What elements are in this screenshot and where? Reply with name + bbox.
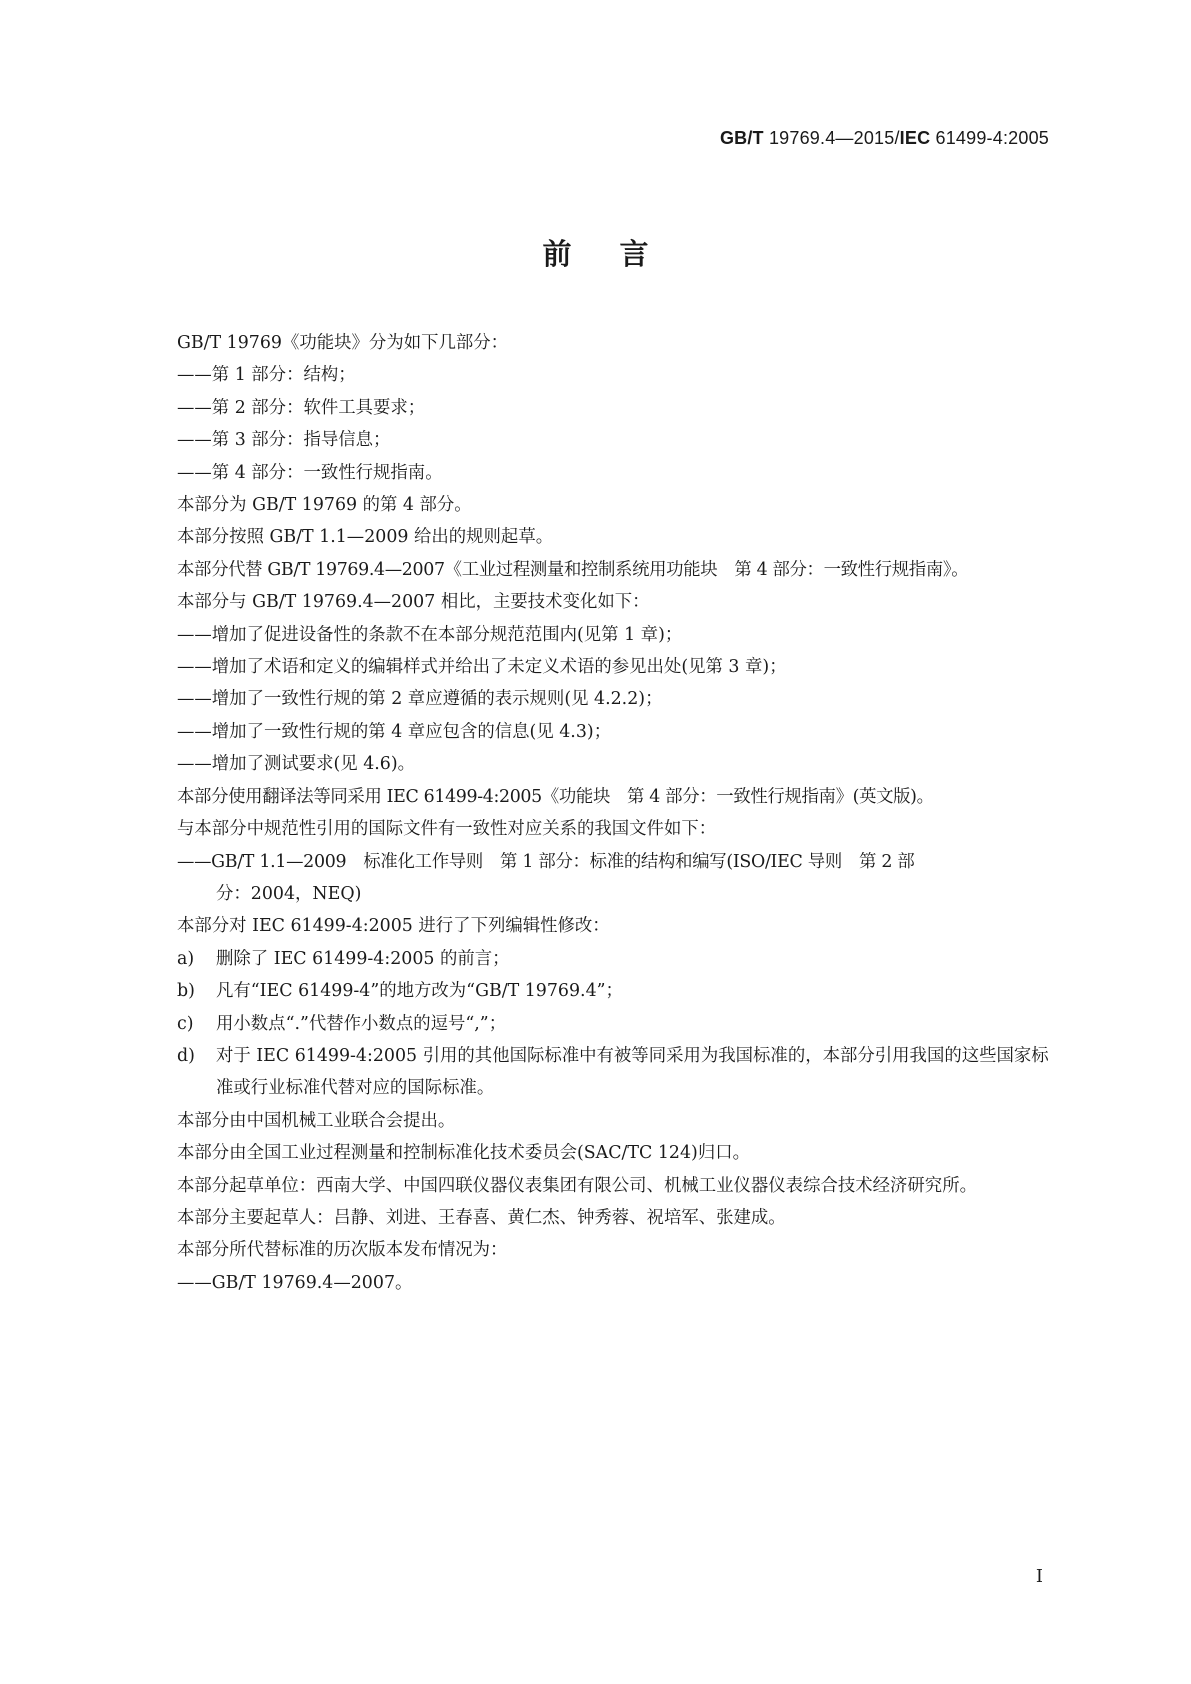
dash-item: ——GB/T 19769.4—2007。 [177, 1272, 413, 1293]
list-label: d) [177, 1045, 195, 1066]
paragraph: 本部分按照 GB/T 1.1—2009 给出的规则起草。 [177, 527, 554, 548]
dash-item: ——第 1 部分：结构； [177, 365, 356, 386]
header-iec: IEC [899, 128, 931, 148]
paragraph: 本部分与 GB/T 19769.4—2007 相比，主要技术变化如下： [177, 592, 650, 613]
paragraph: 与本部分中规范性引用的国际文件有一致性对应关系的我国文件如下： [177, 819, 717, 840]
list-text: 删除了 IEC 61499-4:2005 的前言； [216, 948, 510, 969]
header-number: 19769.4—2015/ [768, 128, 900, 148]
dash-item: ——增加了一致性行规的第 4 章应包含的信息(见 4.3)； [177, 721, 612, 742]
dash-item: ——第 3 部分：指导信息； [177, 430, 391, 451]
list-item-c [122, 1008, 1062, 1040]
list-item-d [122, 1040, 1062, 1105]
page-title: 前言 [542, 237, 697, 271]
paragraph: 本部分使用翻译法等同采用 IEC 61499-4:2005《功能块 第 4 部分：一致性行规指南》(英文版)。 [177, 786, 934, 807]
paragraph: 本部分对 IEC 61499-4:2005 进行了下列编辑性修改： [177, 916, 610, 937]
dash-item-continuation: 分：2004，NEQ) [216, 883, 362, 904]
paragraph: 本部分由全国工业过程测量和控制标准化技术委员会(SAC/TC 124)归口。 [177, 1143, 750, 1164]
list-text: 用小数点“.”代替作小数点的逗号“,”； [216, 1013, 507, 1034]
dash-item: ——第 2 部分：软件工具要求； [177, 397, 426, 418]
paragraph: GB/T 19769《功能块》分为如下几部分： [177, 333, 509, 353]
paragraph: 本部分起草单位：西南大学、中国四联仪器仪表集团有限公司、机械工业仪器仪表综合技术经济研究所。 [177, 1175, 977, 1196]
dash-item: ——GB/T 1.1—2009 标准化工作导则 第 1 部分：标准的结构和编写(ISO/IEC 导则 第 2 部 [177, 851, 915, 872]
dash-item: ——增加了术语和定义的编辑样式并给出了未定义术语的参见出处(见第 3 章)； [177, 657, 787, 678]
paragraph: 本部分由中国机械工业联合会提出。 [177, 1110, 456, 1131]
list-text: 凡有“IEC 61499-4”的地方改为“GB/T 19769.4”； [216, 981, 623, 1002]
paragraph: 本部分代替 GB/T 19769.4—2007《工业过程测量和控制系统用功能块 第 4 部分：一致性行规指南》。 [177, 559, 969, 580]
list-item-a [122, 943, 1062, 975]
dash-item: ——增加了测试要求(见 4.6)。 [177, 754, 416, 775]
dash-item: ——第 4 部分：一致性行规指南。 [177, 462, 443, 483]
paragraph: 本部分主要起草人：吕静、刘进、王春喜、黄仁杰、钟秀蓉、祝培军、张建成。 [177, 1207, 786, 1228]
standard-code-header [720, 128, 1049, 149]
header-iec-number: 61499-4:2005 [935, 128, 1049, 148]
header-gbt: GB/T [719, 128, 764, 148]
paragraph: 本部分所代替标准的历次版本发布情况为： [177, 1240, 508, 1261]
foreword-body [122, 327, 1062, 1299]
dash-item: ——增加了促进设备性的条款不在本部分规范范围内(见第 1 章)； [177, 624, 683, 645]
list-label: c) [177, 1013, 194, 1034]
list-item-b [122, 975, 1062, 1007]
list-label: a) [177, 948, 195, 969]
paragraph: 本部分为 GB/T 19769 的第 4 部分。 [177, 495, 472, 516]
list-label: b) [177, 981, 195, 1002]
dash-item: ——增加了一致性行规的第 2 章应遵循的表示规则(见 4.2.2)； [177, 689, 663, 710]
page-number: I [1035, 1566, 1043, 1587]
list-text: 对于 IEC 61499-4:2005 引用的其他国际标准中有被等同采用为我国标准的，本部分引用我国的这些国家标准或行业标准代替对应的国际标准。 [216, 1045, 1049, 1099]
